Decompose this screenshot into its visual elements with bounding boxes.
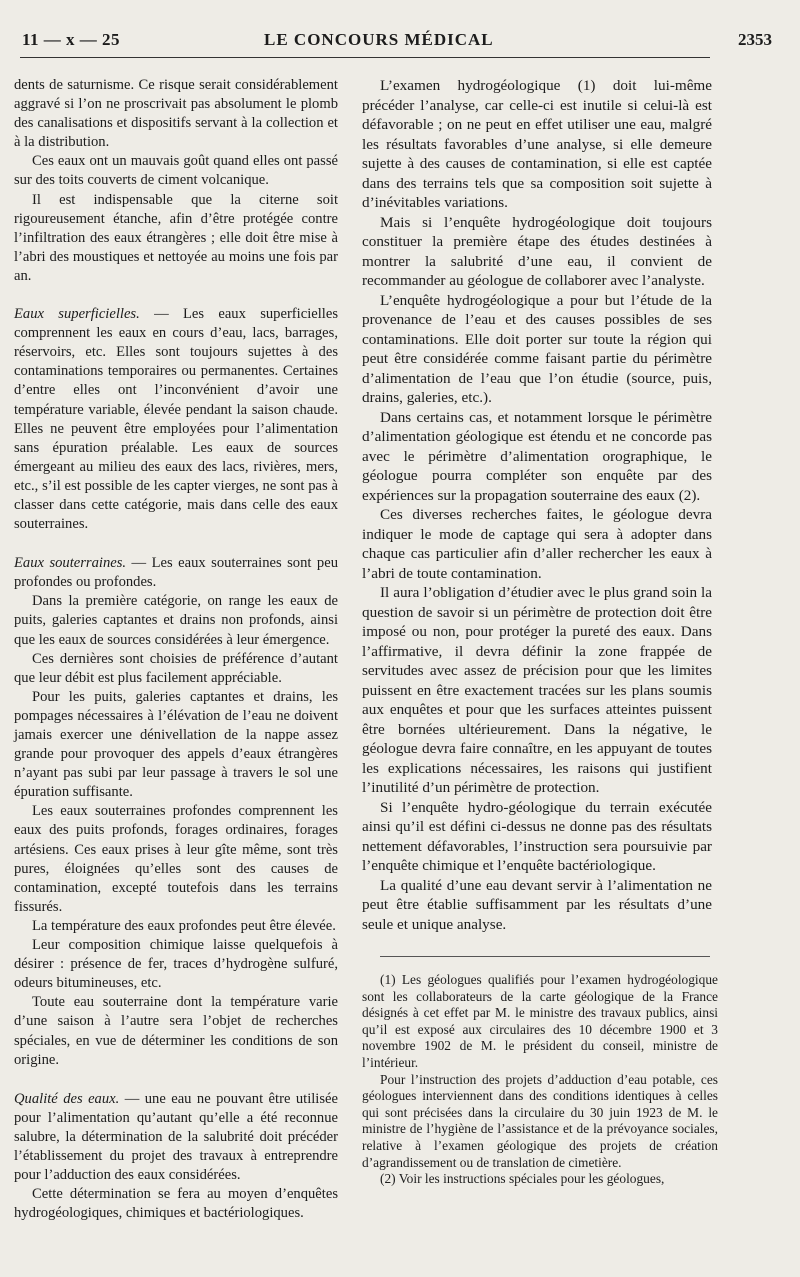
footnote-2: (2) Voir les instructions spéciales pour les géologues, <box>380 1171 665 1187</box>
right-column <box>362 76 712 934</box>
paragraph: Dans la première catégorie, on range les eaux de puits, galeries captantes et drains non profonds, ainsi que les eaux de sources considérées à leur émergence. <box>14 593 338 648</box>
section-text: — une eau ne pouvant être utilisée pour l’alimentation qu’autant qu’elle a été reconnue salubre, la détermination de la salubrité doit précéder l’établissement du projet des travaux à entreprendre pour l’adduction des eaux considérées. <box>14 1090 338 1184</box>
footnote-1-continued: Pour l’instruction des projets d’adduction d’eau potable, ces géologues interviennent dans des conditions identiques à celles qui sont précisées dans la circulaire du 30 juin 1923 de M. le ministre de l’hygiène de l’assistance et de la prévoyance sociales, relative à l’examen géologique des projets de création d’agrandissement ou de translation de cimetière. <box>362 1071 718 1170</box>
page-header <box>22 30 772 54</box>
section-title: Eaux souterraines. <box>14 555 127 572</box>
paragraph: Leur composition chimique laisse quelquefois à désirer : présence de fer, traces d’hydrogène sulfuré, odeurs bitumineuses, etc. <box>14 937 338 992</box>
paragraph: Toute eau souterraine dont la température varie d’une saison à l’autre sera l’objet de recherches spéciales, en vue de déterminer les conditions de son origine. <box>14 994 338 1068</box>
section-ground-waters <box>14 554 338 592</box>
header-rule <box>20 57 710 58</box>
section-title: Qualité des eaux. <box>14 1090 120 1107</box>
paragraph: Ces dernières sont choisies de préférence d’autant que leur débit est plus facilement appréciable. <box>14 650 338 686</box>
paragraph: L’examen hydrogéologique (1) doit lui-même précéder l’analyse, car celle-ci est inutile si celui-là est défavorable ; on ne peut en effet utiliser une eau, malgré les résultats favorables d’une analyse, si elle demeure sujette à des causes de contamination, si elle est captée dans des terrains tels que sa composition soit sujette à d’inévitables variations. <box>362 77 712 211</box>
paragraph: Il aura l’obligation d’étudier avec le plus grand soin la question de savoir si un périmètre de protection doit être imposé ou non, pour protéger la pureté des eaux. Dans l’affirmative, il devra définir la zone frappée de servitudes avec assez de précision pour que les limites puissent en être exactement tracées sur les plans soumis aux enquêtes et pour que les surfaces atteintes puissent être bornées ultérieurement. Dans la négative, le géologue devra faire connaître, en les appuyant de toutes les explications nécessaires, les raisons qui justifient l’inutilité d’un périmètre de protection. <box>362 584 712 796</box>
paragraph <box>362 798 712 876</box>
section-surface-waters <box>14 305 338 534</box>
paragraph: Ces eaux ont un mauvais goût quand elles ont passé sur des toits couverts de ciment volcanique. <box>14 153 338 189</box>
page-number: 2353 <box>738 30 772 49</box>
issue-date: 11 — x — 25 <box>22 30 121 49</box>
paragraph-end: . <box>652 857 656 874</box>
paragraph: Cette détermination se fera au moyen d’enquêtes hydrogéologiques, chimiques et bactériologiques. <box>14 1186 338 1222</box>
journal-title: LE CONCOURS MÉDICAL <box>264 30 494 49</box>
paragraph: dents de saturnisme. Ce risque serait considérablement aggravé si l’on ne proscrivait pas absolument le plomb des canalisations et dispositifs servant à la collection et à la distribution. <box>14 77 338 151</box>
paragraph: La qualité d’une eau devant servir à l’alimentation ne peut être établie suffisamment par les résultats d’une seule et unique analyse. <box>362 876 712 933</box>
section-title: Eaux superficielles. <box>14 306 140 323</box>
footnote-1: (1) Les géologues qualifiés pour l’examen hydrogéologique sont les collaborateurs de la carte géologique de la France désignés à cet effet par M. le ministre des travaux publics, ainsi qu’il est exposé aux circulaires des 10 décembre 1900 et 3 novembre 1902 de M. le président du conseil, ministre de l’intérieur. <box>362 972 718 1070</box>
paragraph: Pour les puits, galeries captantes et drains, les pompages nécessaires à l’élévation de l’eau ne doivent jamais exercer une dénivellation de la nappe assez grande pour provoquer des appels d’eaux étrangères n’ayant pas subi par leur passage à travers le sol une épuration suffisante. <box>14 688 338 801</box>
paragraph-text: Si l’enquête hydro-géologique du terrain exécutée ainsi qu’il est défini ci-dessus ne donne pas des résultats nettement défavorables, l’instruction sera poursuivie par l’enquête chimique et l’enquête bactériologique <box>362 798 712 874</box>
paragraph: Dans certains cas, et notamment lorsque le périmètre d’alimentation géologique est étendu et ne concorde pas avec le périmètre d’alimentation orographique, le géologue pourra compléter son enquête par des expériences sur la propagation souterraine des eaux (2). <box>362 408 712 504</box>
footnotes <box>362 972 718 1188</box>
section-text: — Les eaux souterraines sont peu profondes ou profondes. <box>14 555 338 591</box>
paragraph: Les eaux souterraines profondes comprennent les eaux des puits profonds, forages ordinaires, forages artésiens. Ces eaux prises à leur gîte même, sont très pures, éloignées qu’elles sont des causes de contamination, excepté toutefois dans les terrains fissurés. <box>14 803 338 915</box>
paragraph: La température des eaux profondes peut être élevée. <box>32 917 336 934</box>
left-column <box>14 76 338 1223</box>
footnote-divider <box>380 956 710 957</box>
paragraph: L’enquête hydrogéologique a pour but l’étude de la provenance de l’eau et des causes possibles de ses contaminations. Elle doit porter sur toute la région qui peut être considérée comme faisant partie du périmètre d’alimentation de l’eau que l’on étudie (source, puis, drains, galeries, etc.). <box>362 291 712 406</box>
section-text: — Les eaux superficielles comprennent les eaux en cours d’eau, lacs, barrages, réservoirs, etc. Elles sont toujours sujettes à des contaminations temporaires ou permanentes. Certaines d’entre elles ont l’inconvénient d’avoir une température variable, élevée pendant la saison chaude. Elles ne peuvent être employées pour l’alimentation sans épuration préalable. Les eaux de sources émergeant au milieu des eaux des lacs, rivières, mers, etc., s’il est possible de les capter vierges, ne sont pas à classer dans cette catégorie, mais dans celle des eaux souterraines. <box>14 306 338 533</box>
paragraph: Il est indispensable que la citerne soit rigoureusement étanche, afin d’être protégée contre l’infiltration des eaux étrangères ; elle doit être mise à l’abri des moustiques et nettoyée au moins une fois par an. <box>14 191 338 284</box>
paragraph: Ces diverses recherches faites, le géologue devra indiquer le mode de captage qui sera à adopter dans chaque cas particulier afin d’aller rechercher les eaux à l’abri de toute contamination. <box>362 506 712 582</box>
paragraph: Mais si l’enquête hydrogéologique doit toujours constituer la première étape des études destinées à montrer la salubrité d’une eau, il convient de recommander au géologue de collaborer avec l’analyste. <box>362 213 712 289</box>
section-water-quality <box>14 1090 338 1185</box>
